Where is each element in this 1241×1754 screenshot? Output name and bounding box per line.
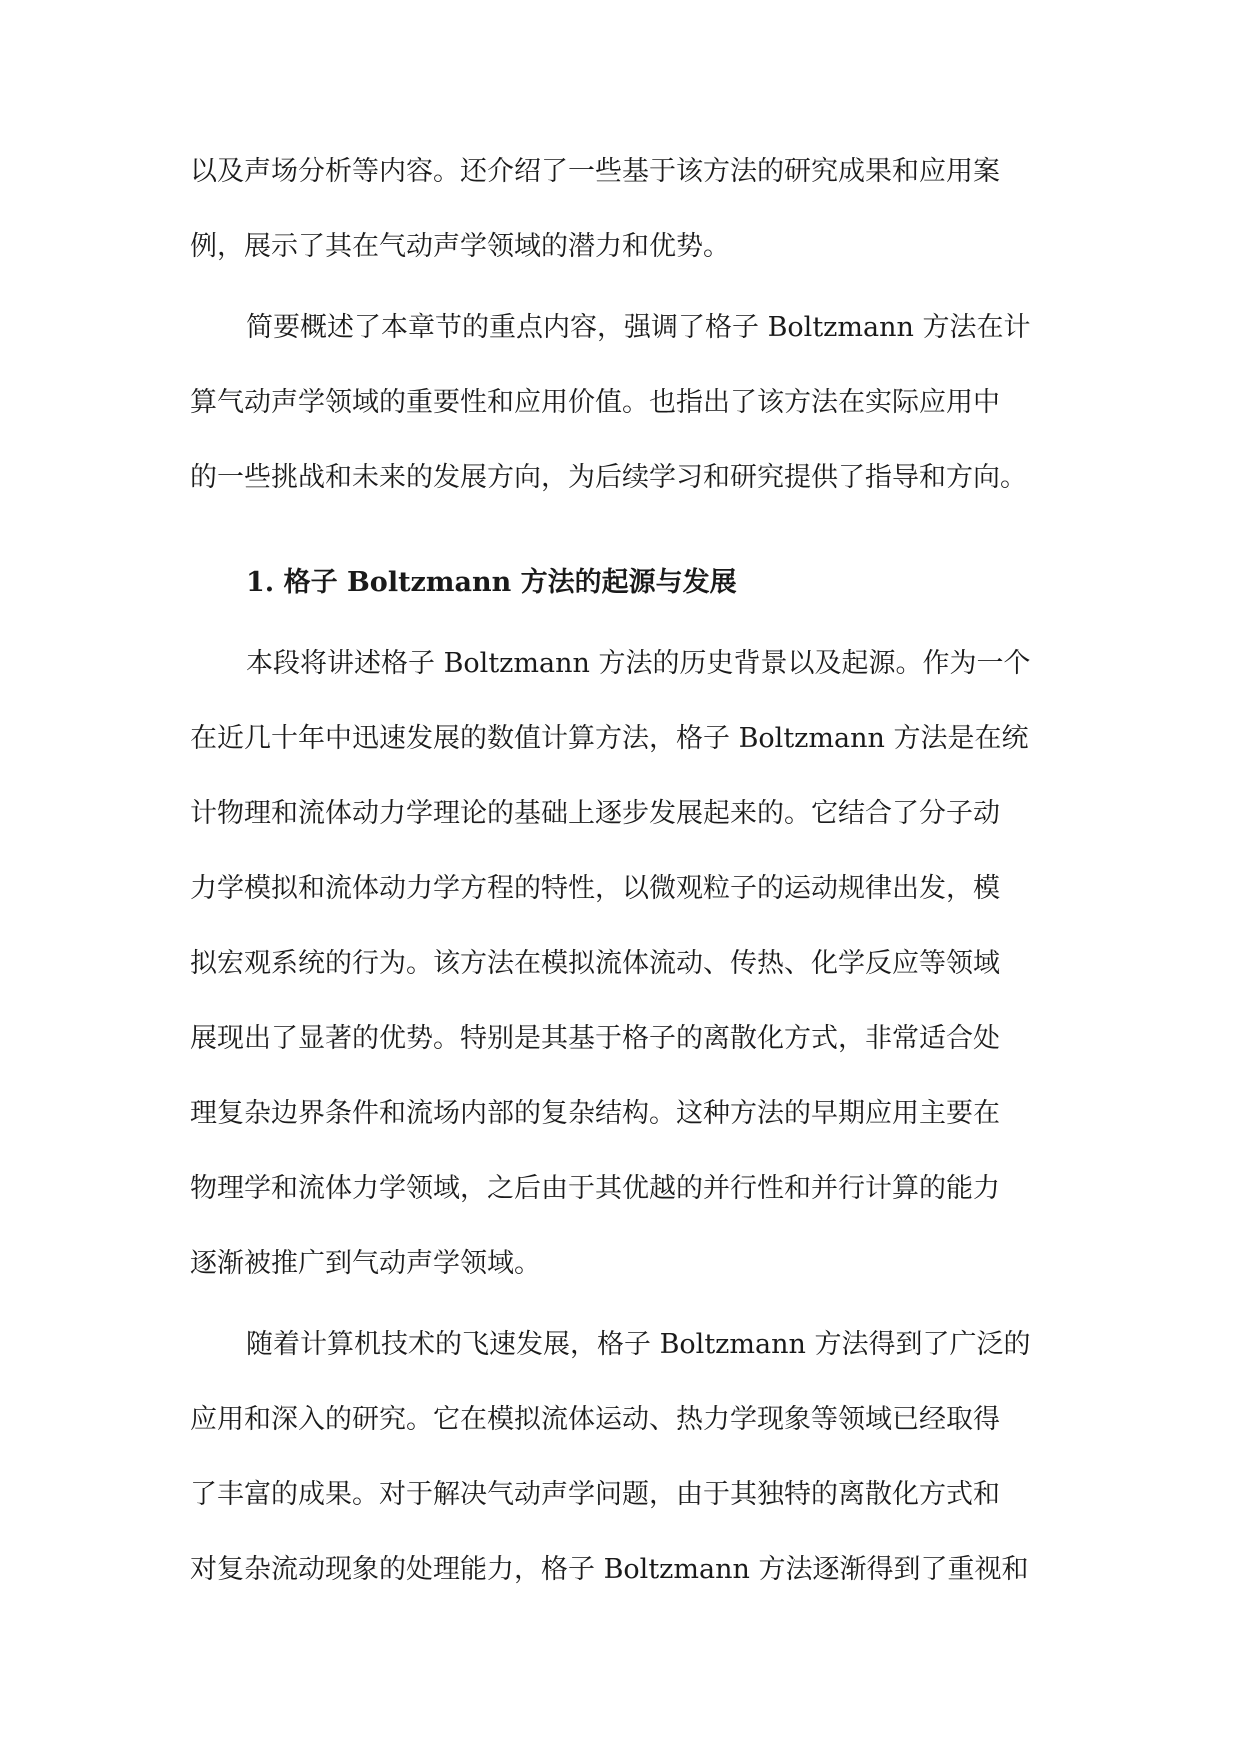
paragraph-line: 了丰富的成果。对于解决气动声学问题，由于其独特的离散化方式和: [190, 1479, 1000, 1510]
paragraph-line: 的一些挑战和未来的发展方向，为后续学习和研究提供了指导和方向。: [190, 462, 1027, 493]
paragraph-line: 简要概述了本章节的重点内容，强调了格子 Boltzmann 方法在计: [246, 312, 1031, 343]
paragraph-line: 本段将讲述格子 Boltzmann 方法的历史背景以及起源。作为一个: [246, 648, 1031, 679]
paragraph-line: 以及声场分析等内容。还介绍了一些基于该方法的研究成果和应用案: [190, 156, 1000, 187]
paragraph-line: 对复杂流动现象的处理能力，格子 Boltzmann 方法逐渐得到了重视和: [190, 1554, 1029, 1585]
paragraph-line: 在近几十年中迅速发展的数值计算方法，格子 Boltzmann 方法是在统: [190, 723, 1029, 754]
paragraph-line: 展现出了显著的优势。特别是其基于格子的离散化方式，非常适合处: [190, 1023, 1000, 1054]
paragraph-line: 应用和深入的研究。它在模拟流体运动、热力学现象等领域已经取得: [190, 1404, 1000, 1435]
paragraph-line: 计物理和流体动力学理论的基础上逐步发展起来的。它结合了分子动: [190, 798, 1000, 829]
paragraph-line: 随着计算机技术的飞速发展，格子 Boltzmann 方法得到了广泛的: [246, 1329, 1031, 1360]
paragraph-line: 算气动声学领域的重要性和应用价值。也指出了该方法在实际应用中: [190, 387, 1000, 418]
section-heading: 1. 格子 Boltzmann 方法的起源与发展: [246, 567, 737, 598]
paragraph-line: 物理学和流体力学领域，之后由于其优越的并行性和并行计算的能力: [190, 1173, 1000, 1204]
paragraph-line: 拟宏观系统的行为。该方法在模拟流体流动、传热、化学反应等领域: [190, 948, 1000, 979]
paragraph-line: 例，展示了其在气动声学领域的潜力和优势。: [190, 231, 730, 262]
paragraph-line: 逐渐被推广到气动声学领域。: [190, 1248, 541, 1279]
paragraph-line: 理复杂边界条件和流场内部的复杂结构。这种方法的早期应用主要在: [190, 1098, 1000, 1129]
paragraph-line: 力学模拟和流体动力学方程的特性，以微观粒子的运动规律出发，模: [190, 873, 1000, 904]
body-text: [190, 142, 1070, 1615]
